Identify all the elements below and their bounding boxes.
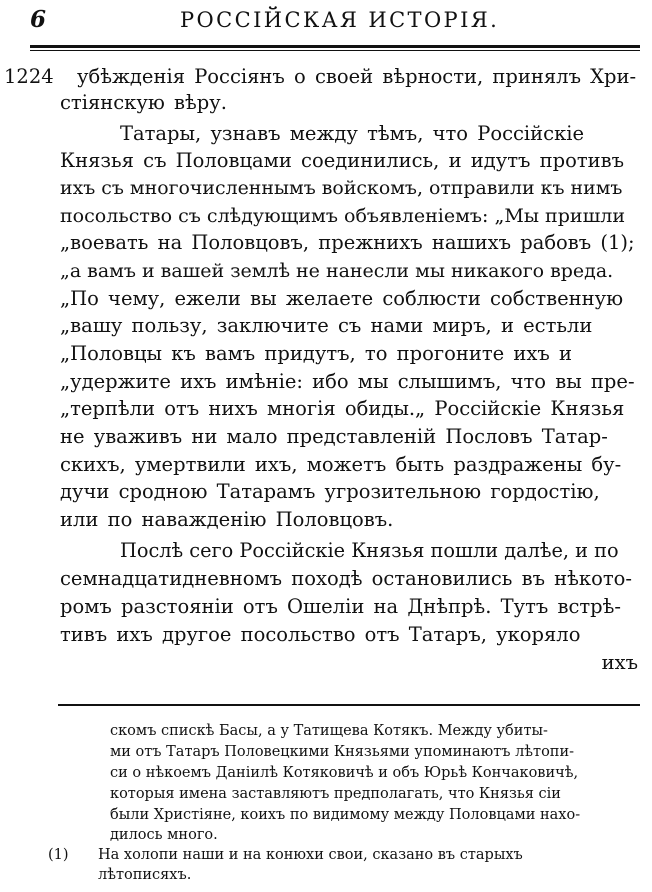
body-line: стіянскую вѣру. [60,91,227,114]
header-rule [30,45,640,48]
body-line: дучи сродною Татарамъ угрозительною гордостію, [60,480,600,503]
footnote-marker: (1) [48,847,69,863]
footnote-line: скомъ спискѣ Басы, а у Татищева Котякъ. Между убиты- [110,723,548,739]
footnote-line: си о нѣкоемъ Даніилѣ Котяковичѣ и объ Юрьѣ Кончаковичѣ, [110,765,579,781]
header-rule-thin [30,50,640,51]
body-line: ихъ съ многочисленнымъ войскомъ, отправили къ нимъ [60,177,623,199]
body-line: Князья съ Половцами соединились, и идутъ противъ [60,149,625,172]
footnote-line: ми отъ Татаръ Половецкими Князьями упоминаютъ лѣтопи- [110,744,575,760]
body-line: „По чему, ежели вы желаете соблюсти собственную [60,287,624,310]
body-line: „воевать на Половцовъ, прежнихъ нашихъ рабовъ (1); [60,231,635,254]
body-line: „Половцы къ вамъ придутъ, то прогоните ихъ и [60,342,572,365]
footnote-line: дилось много. [110,827,218,843]
catchword: ихъ [601,651,638,674]
footnote-line: лѣтописяхъ. [98,867,192,883]
body-line: не уваживъ ни мало представленій Пословъ Татар- [60,425,608,448]
footnote-line: На холопи наши и на конюхи свои, сказано въ старыхъ [98,847,523,863]
page-header [30,6,640,36]
body-line: ромъ разстояніи отъ Ошеліи на Днѣпрѣ. Тутъ встрѣ- [60,595,621,618]
body-line: убѣжденія Россіянъ о своей вѣрности, принялъ Хри- [77,65,637,88]
body-line: Татары, узнавъ между тѣмъ, что Россійскіе [120,122,585,145]
body-line: посольство съ слѣдующимъ объявленіемъ: „Мы пришли [60,205,626,227]
body-line: „вашу пользу, заключите съ нами миръ, и естьли [60,314,593,337]
body-line: или по наважденію Половцовъ. [60,508,394,531]
body-line: Послѣ сего Россійскіе Князья пошли далѣе, и по [120,539,619,562]
body-line: скихъ, умертвили ихъ, можетъ быть раздражены бу- [60,453,622,476]
margin-year: 1224 [4,65,54,88]
body-line: „терпѣли отъ нихъ многія обиды.„ Россійскіе Князья [60,397,625,420]
body-line: „а вамъ и вашей землѣ не нанесли мы никакого вреда. [60,260,614,282]
footnote-line: которыя имена заставляютъ предполагать, что Князья сіи [110,786,561,802]
footnote-line: были Христіяне, коихъ по видимому между Половцами нахо- [110,807,581,823]
body-line: „удержите ихъ имѣніе: ибо мы слышимъ, что вы пре- [60,370,635,393]
body-line: тивъ ихъ другое посольство отъ Татаръ, укоряло [60,623,581,646]
running-title: РОССІЙСКАЯ ИСТОРІЯ. [180,8,500,32]
footnote-rule [58,704,640,706]
page-number: 6 [30,6,47,33]
body-line: семнадцатидневномъ походѣ остановились въ нѣкото- [60,567,632,590]
